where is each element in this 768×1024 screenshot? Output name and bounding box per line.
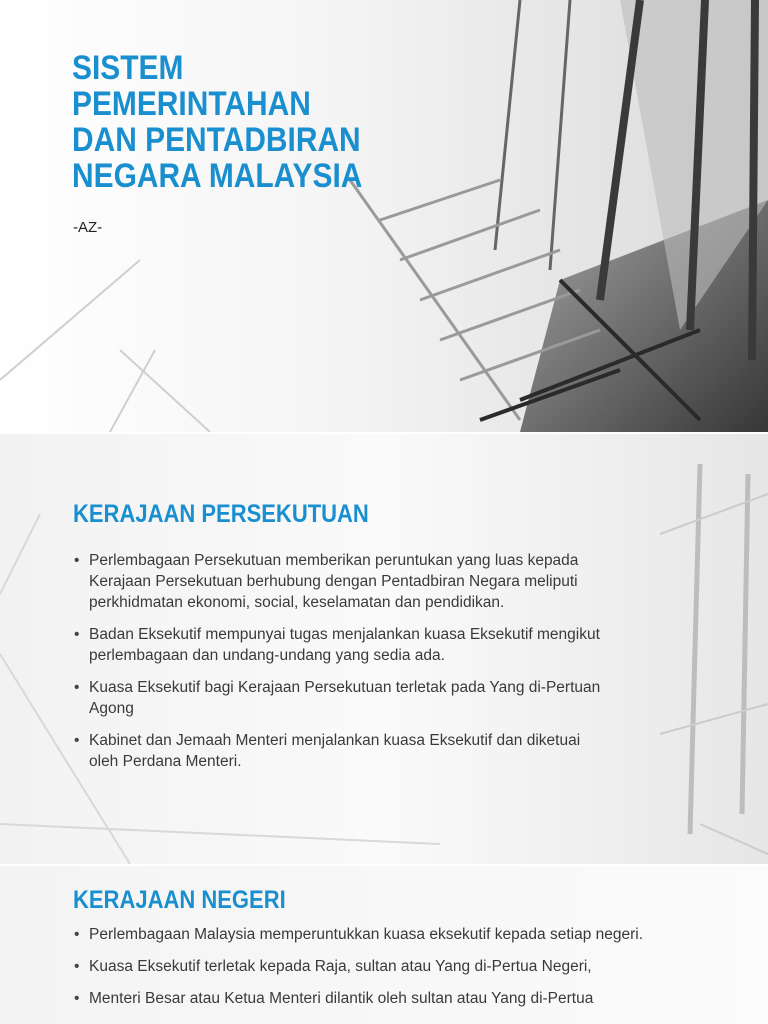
section-heading: KERAJAAN NEGERI bbox=[73, 886, 286, 914]
bullet-list bbox=[73, 924, 713, 1020]
title-line: PEMERINTAHAN bbox=[72, 85, 311, 123]
content-slide-state bbox=[0, 866, 768, 1024]
title-line: SISTEM bbox=[72, 49, 184, 87]
title-line: NEGARA MALAYSIA bbox=[72, 157, 363, 195]
presentation-subtitle: -AZ- bbox=[73, 219, 103, 236]
list-item: • Perlembagaan Persekutuan memberikan peruntukan yang luas kepada Kerajaan Persekutuan berhubung dengan Pentadbiran Negara meliputi perkhidmatan ekonomi, social, keselamatan dan pendidikan. bbox=[73, 550, 613, 613]
list-item: • Perlembagaan Malaysia memperuntukkan kuasa eksekutif kepada setiap negeri. bbox=[73, 924, 713, 945]
list-item: • Kuasa Eksekutif bagi Kerajaan Persekutuan terletak pada Yang di-Pertuan Agong bbox=[73, 677, 613, 719]
section-heading: KERAJAAN PERSEKUTUAN bbox=[73, 500, 369, 528]
list-item: • Kuasa Eksekutif terletak kepada Raja, sultan atau Yang di-Pertua Negeri, bbox=[73, 956, 713, 977]
title-line: DAN PENTADBIRAN bbox=[72, 121, 361, 159]
list-item: • Badan Eksekutif mempunyai tugas menjalankan kuasa Eksekutif mengikut perlembagaan dan undang-undang yang sedia ada. bbox=[73, 624, 613, 666]
title-slide bbox=[0, 0, 768, 432]
list-item: • Kabinet dan Jemaah Menteri menjalankan kuasa Eksekutif dan diketuai oleh Perdana Menteri. bbox=[73, 730, 613, 772]
presentation-title bbox=[72, 50, 362, 194]
content-slide-federal bbox=[0, 434, 768, 864]
list-item: • Menteri Besar atau Ketua Menteri dilantik oleh sultan atau Yang di-Pertua bbox=[73, 988, 713, 1009]
bullet-list bbox=[73, 550, 613, 783]
